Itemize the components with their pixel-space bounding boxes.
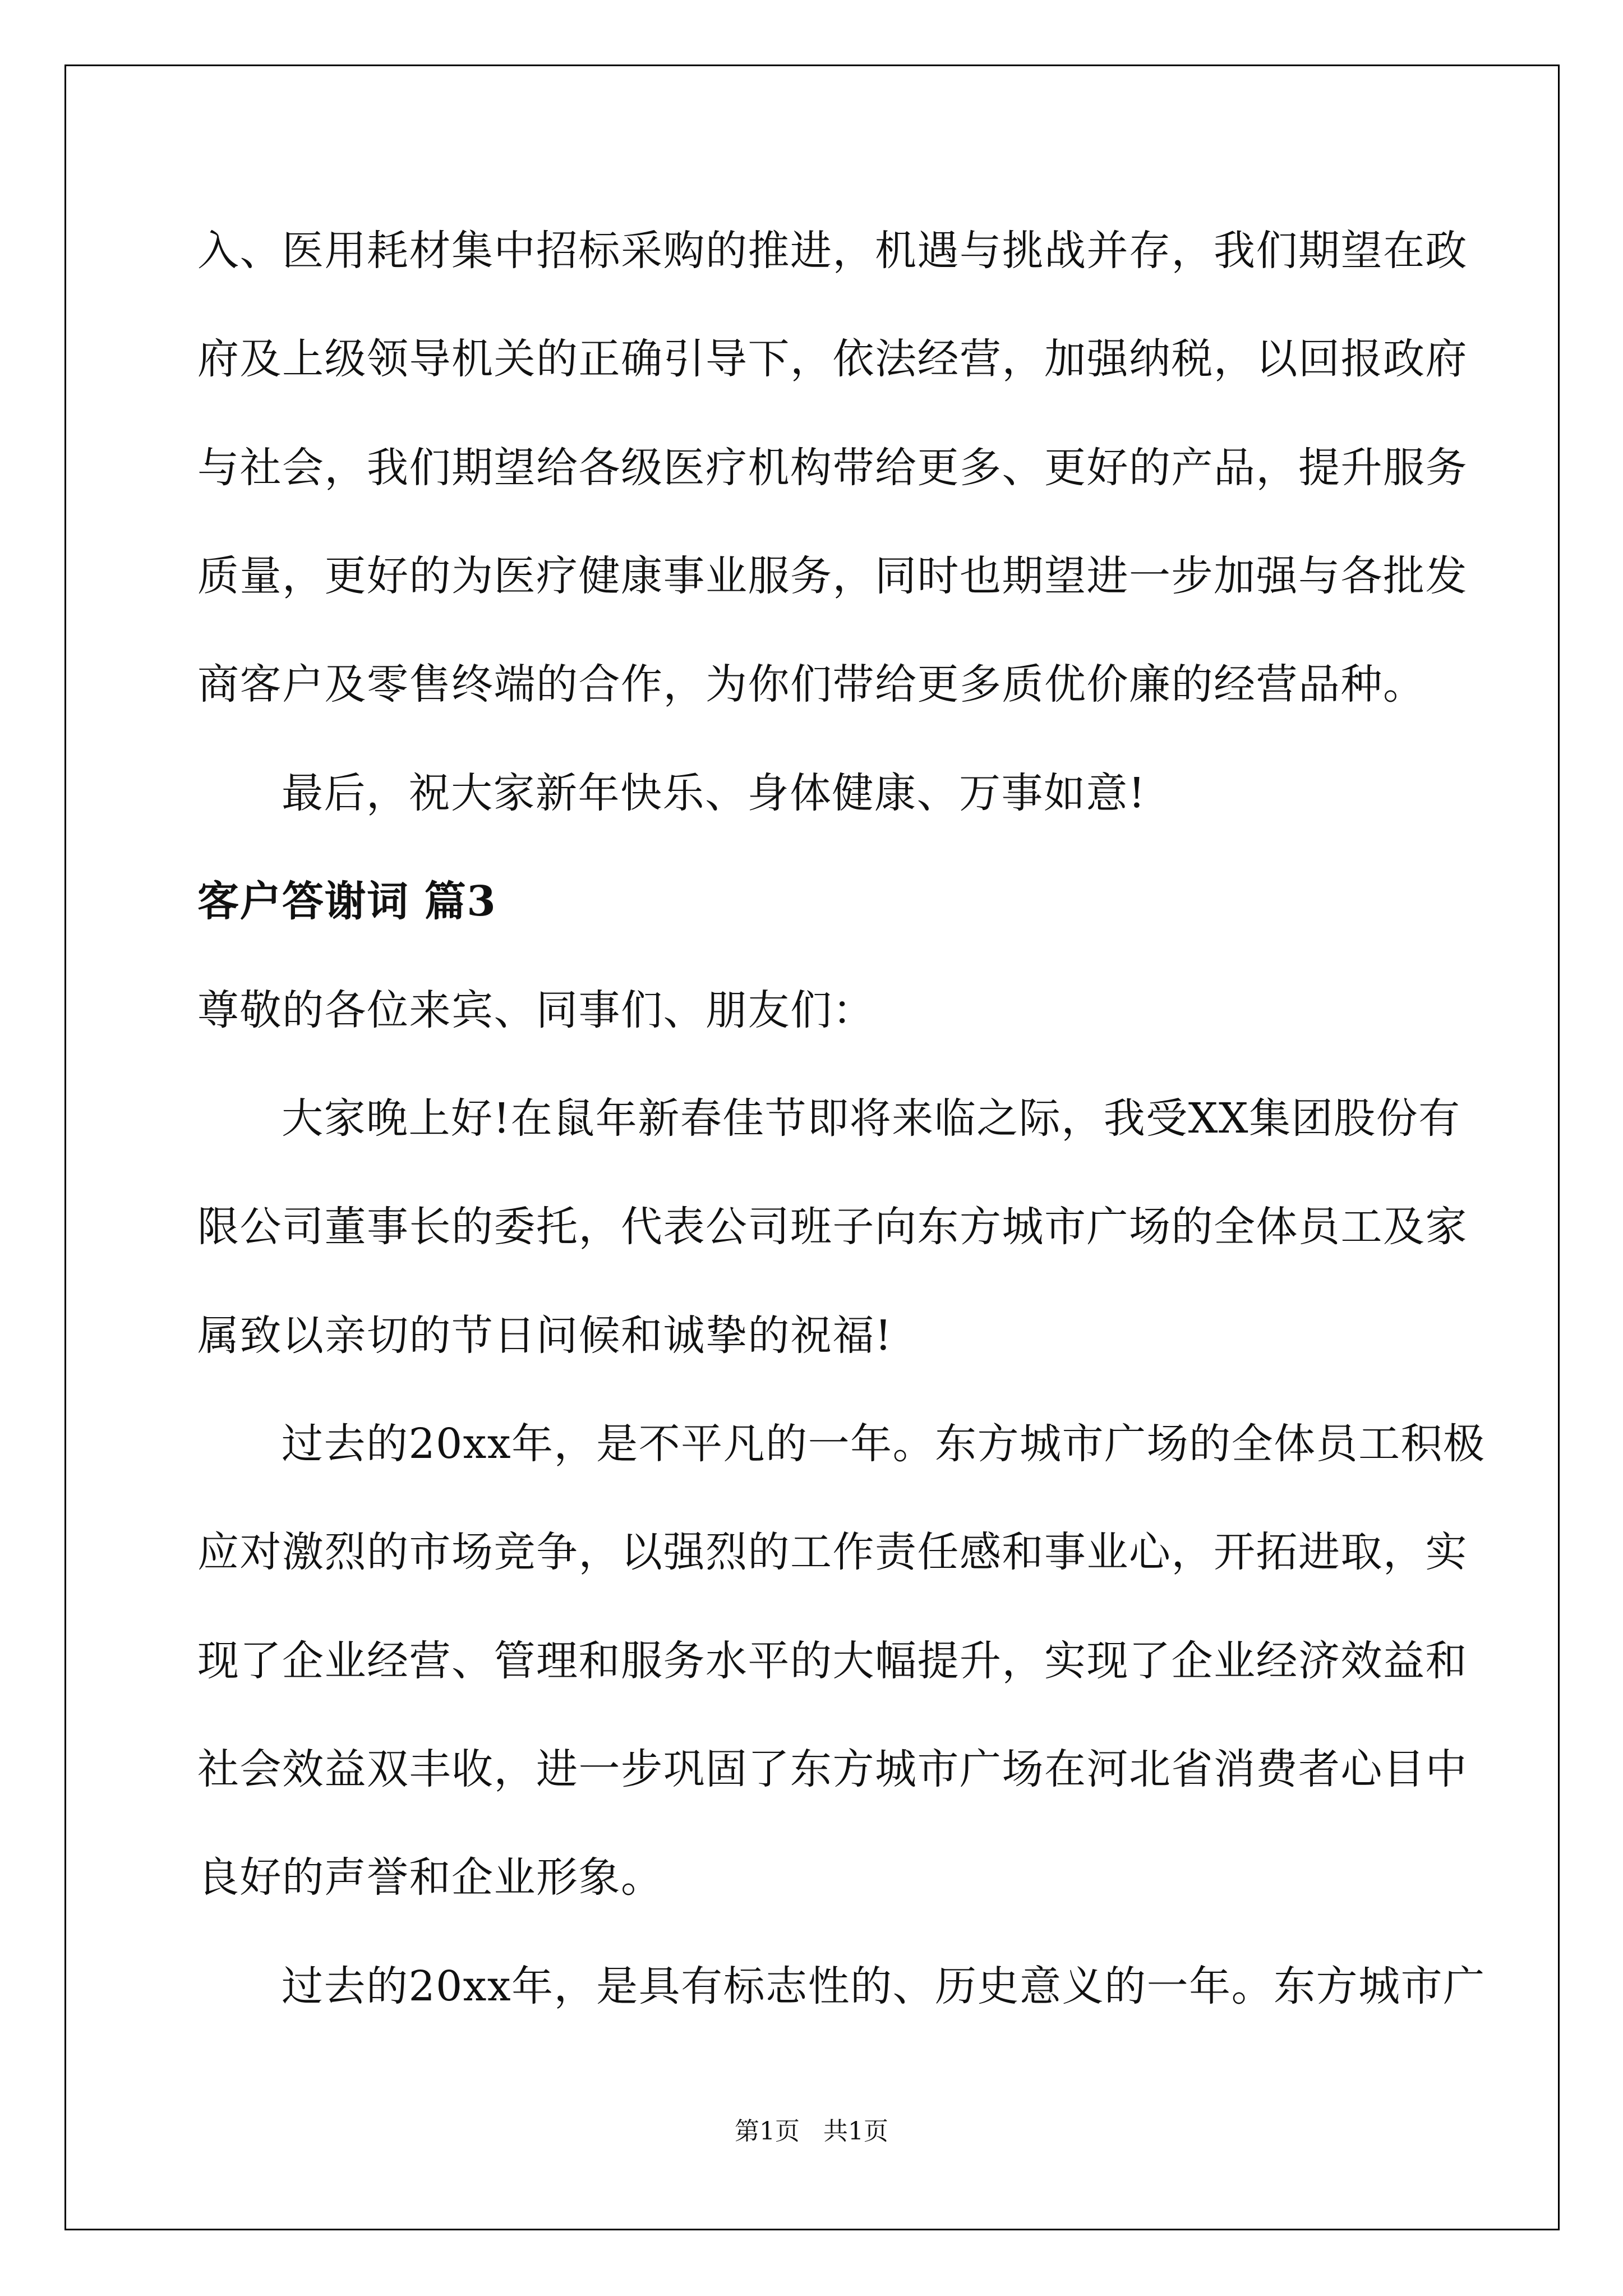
paragraph-line: 质量，更好的为医疗健康事业服务，同时也期望进一步加强与各批发 <box>197 552 1468 600</box>
paragraph-line: 商客户及零售终端的合作，为你们带给更多质优价廉的经营品种。 <box>197 660 1426 708</box>
paragraph-line: 大家晚上好!在鼠年新春佳节即将来临之际，我受XX集团股份有 <box>282 1094 1461 1143</box>
paragraph-line: 入、医用耗材集中招标采购的推进，机遇与挑战并存，我们期望在政 <box>197 227 1468 275</box>
paragraph-line: 限公司董事长的委托，代表公司班子向东方城市广场的全体员工及家 <box>197 1203 1468 1251</box>
paragraph-line: 现了企业经营、管理和服务水平的大幅提升，实现了企业经济效益和 <box>197 1637 1468 1685</box>
paragraph-line: 属致以亲切的节日问候和诚挚的祝福! <box>197 1312 893 1360</box>
paragraph-line: 过去的20xx年，是不平凡的一年。东方城市广场的全体员工积极 <box>282 1420 1486 1468</box>
paragraph-line: 良好的声誉和企业形象。 <box>197 1853 663 1902</box>
salutation: 尊敬的各位来宾、同事们、朋友们： <box>197 986 875 1034</box>
section-heading: 客户答谢词 篇3 <box>197 877 497 926</box>
paragraph-line: 最后，祝大家新年快乐、身体健康、万事如意! <box>282 769 1146 817</box>
paragraph-line: 社会效益双丰收，进一步巩固了东方城市广场在河北省消费者心目中 <box>197 1745 1468 1793</box>
page-number-footer: 第1页 共1页 <box>735 2117 888 2146</box>
paragraph-line: 与社会，我们期望给各级医疗机构带给更多、更好的产品，提升服务 <box>197 444 1468 492</box>
paragraph-line: 府及上级领导机关的正确引导下，依法经营，加强纳税，以回报政府 <box>197 335 1468 383</box>
paragraph-line: 过去的20xx年，是具有标志性的、历史意义的一年。东方城市广 <box>282 1962 1486 2010</box>
paragraph-line: 应对激烈的市场竞争，以强烈的工作责任感和事业心，开拓进取，实 <box>197 1528 1468 1576</box>
